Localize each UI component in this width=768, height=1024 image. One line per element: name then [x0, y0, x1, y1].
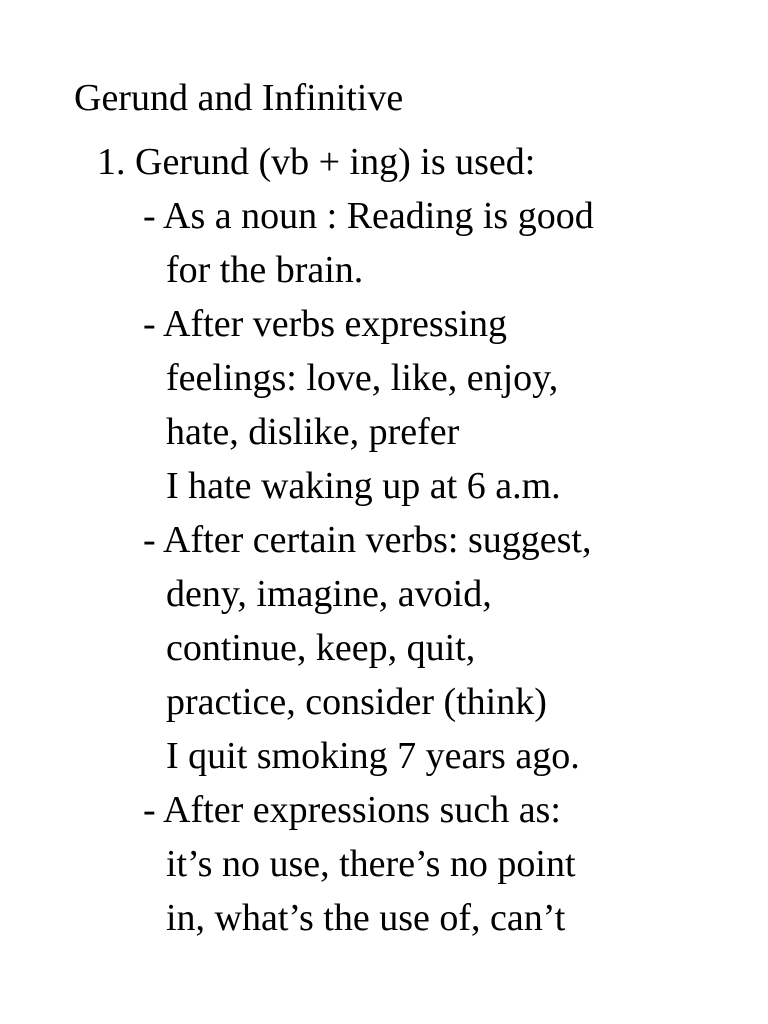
- bullet-certain-verbs-continuation: continue, keep, quit,: [166, 627, 476, 669]
- bullet-certain-verbs: - After certain verbs: suggest,: [143, 519, 592, 561]
- list-item-1-heading: 1. Gerund (vb + ing) is used:: [97, 141, 536, 183]
- bullet-feelings-continuation: hate, dislike, prefer: [166, 411, 460, 453]
- bullet-expressions-continuation: in, what’s the use of, can’t: [166, 897, 566, 939]
- bullet-feelings-continuation: feelings: love, like, enjoy,: [166, 357, 559, 399]
- bullet-certain-verbs-example: I quit smoking 7 years ago.: [166, 735, 580, 777]
- bullet-certain-verbs-continuation: deny, imagine, avoid,: [166, 573, 492, 615]
- bullet-feelings: - After verbs expressing: [143, 303, 508, 345]
- bullet-noun: - As a noun : Reading is good: [143, 195, 594, 237]
- bullet-noun-continuation: for the brain.: [166, 249, 364, 291]
- bullet-certain-verbs-continuation: practice, consider (think): [166, 681, 547, 723]
- bullet-feelings-example: I hate waking up at 6 a.m.: [166, 465, 561, 507]
- bullet-expressions: - After expressions such as:: [143, 789, 561, 831]
- bullet-expressions-continuation: it’s no use, there’s no point: [166, 843, 576, 885]
- page-title: Gerund and Infinitive: [74, 77, 404, 119]
